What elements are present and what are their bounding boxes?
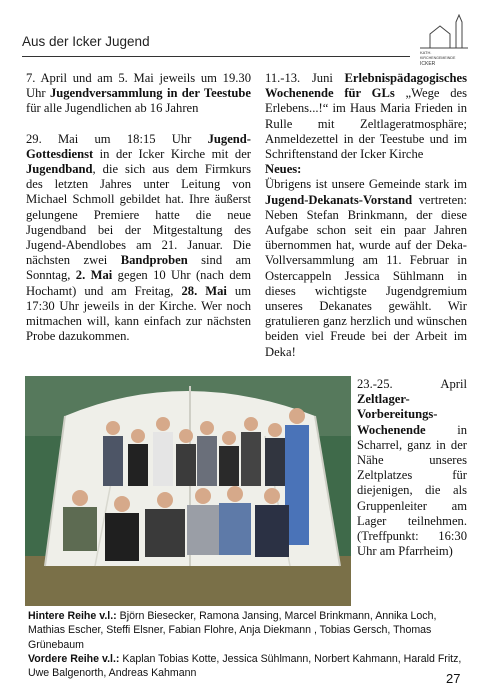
- caption-front-row: Vordere Reihe v.l.: Kaplan Tobias Kotte, Jessica Sühlmann, Norbert Kahmann, Harald Fritz, Uwe Balgenorth, Andreas Kahmann: [28, 652, 462, 680]
- announcement-deanery-board: Übrigens ist unsere Gemeinde stark im Jugend-Dekanats-Vorstand vertreten: Neben Stefan Brinkmann, der diese Aufgabe schon seit ein paar Jahren übernommen hat, wurde auf der Deka-Vollversammlung am 11. Februar in Ostercappeln Jessica Sühlmann in dieses wichtigste Jugendgremium unseres Dekanates gewählt. Wir gratulieren ganz herzlich und wünschen beiden viel Freude bei der Arbeit im Deka!: [265, 177, 467, 359]
- church-logo-icon: [410, 14, 470, 66]
- logo-line-1: KATH.: [420, 50, 432, 55]
- announcement-youth-assembly: 7. April und am 5. Mai jeweils um 19.30 Uhr Jugendversammlung in der Teestube für alle Jugendlichen ab 16 Jahren: [26, 71, 251, 116]
- announcement-camp-prep-weekend: 23.-25. April Zeltlager-Vorbereitungs-Wochenende in Scharrel, ganz in der Nähe unseres Zeltplatzes für diejenigen, die als Gruppenleiter am Lager teilnehmen. (Treffpunkt: 16:30 Uhr am Pfarrheim): [357, 377, 467, 559]
- announcement-youth-service: 29. Mai um 18:15 Uhr Jugend-Gottesdienst in der Icker Kirche mit der Jugendband, die sich aus dem Firmkurs des letzten Jahres unter Leitung von Michael Schmoll gebildet hat. Ihre äußerst gelungene Premiere hatte die neue Jugendband bei der Mitgestaltung des Jugend-Abendlobes am 21. Januar. Die nächsten zwei Bandproben sind am Sonntag, 2. Mai gegen 10 Uhr (nach dem Hochamt) und am Freitag, 28. Mai um 17:30 Uhr jeweils in der Kirche. Wer noch mitmachen will, kann einfach zur nächsten Probe dazukommen.: [26, 131, 251, 344]
- section-title: Aus der Icker Jugend: [22, 34, 150, 49]
- logo-line-2: KIRCHENGEMEINDE: [420, 56, 456, 60]
- right-column: [265, 71, 467, 360]
- announcement-experience-weekend: 11.-13. Juni Erlebnispädagogisches Wochenende für GLs „Wege des Erlebens...!“ im Haus Maria Frieden in Rulle mit Zeltlageratmosphäre; Anmeldezettel in der Teestube und im Schriftenstand der Icker Kirche: [265, 71, 467, 162]
- left-column: [26, 71, 251, 344]
- news-heading: Neues:: [265, 162, 302, 177]
- page-number: 27: [446, 671, 461, 686]
- logo-line-3: ICKER: [420, 61, 436, 66]
- group-photo: [25, 376, 351, 606]
- caption-back-row: Hintere Reihe v.l.: Björn Biesecker, Ramona Jansing, Marcel Brinkmann, Annika Loch, Mathias Escher, Steffi Elsner, Fabian Flohre, Anja Diekmann , Tobias Gersch, Thomas Grünebaum: [28, 610, 437, 651]
- header-divider: [22, 56, 410, 57]
- photo-caption: [28, 609, 473, 680]
- group-photo-illustration: [25, 376, 351, 606]
